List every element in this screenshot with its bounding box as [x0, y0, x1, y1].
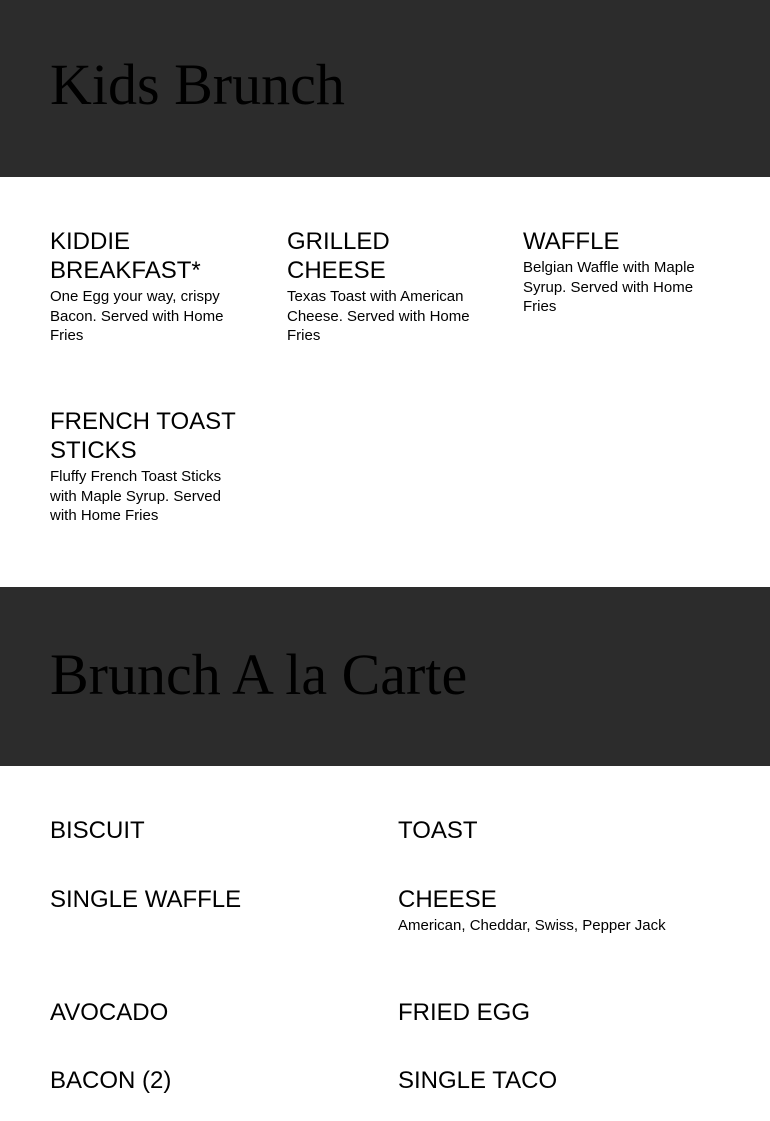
menu-item-description: Texas Toast with American Cheese. Served with Home Fries — [287, 288, 470, 344]
menu-item-avocado — [50, 998, 168, 1027]
kids-brunch-banner — [0, 0, 770, 177]
kids-brunch-menu — [0, 177, 770, 587]
menu-item-name: FRENCH TOAST STICKS — [50, 408, 236, 464]
menu-item-french-toast-sticks — [50, 407, 245, 526]
menu-item-cheese — [398, 885, 728, 936]
menu-item-fried-egg — [398, 998, 530, 1027]
menu-item-name: CHEESE — [398, 886, 497, 913]
menu-item-name: BISCUIT — [50, 817, 145, 844]
menu-item-biscuit — [50, 816, 145, 845]
menu-item-description: One Egg your way, crispy Bacon. Served with Home Fries — [50, 288, 224, 344]
menu-item-toast — [398, 816, 478, 845]
menu-item-name: SINGLE TACO — [398, 1067, 558, 1094]
menu-item-grilled-cheese — [287, 227, 487, 346]
menu-item-description: American, Cheddar, Swiss, Pepper Jack — [398, 917, 666, 934]
menu-item-name: WAFFLE — [523, 228, 620, 255]
menu-item-single-waffle — [50, 885, 241, 914]
menu-item-name: GRILLED CHEESE — [287, 228, 390, 284]
menu-item-bacon — [50, 1066, 171, 1095]
menu-item-description: Fluffy French Toast Sticks with Maple Syrup. Served with Home Fries — [50, 468, 222, 524]
menu-item-name: FRIED EGG — [398, 999, 531, 1026]
menu-item-description: Belgian Waffle with Maple Syrup. Served with Home Fries — [523, 259, 695, 315]
menu-item-name: BACON (2) — [50, 1067, 172, 1094]
menu-item-kiddie-breakfast — [50, 227, 250, 346]
menu-item-name: KIDDIE BREAKFAST* — [50, 228, 201, 284]
brunch-a-la-carte-banner — [0, 587, 770, 766]
menu-item-name: TOAST — [398, 817, 478, 844]
menu-item-single-taco — [398, 1066, 557, 1095]
menu-item-waffle — [523, 227, 723, 317]
menu-item-name: AVOCADO — [50, 999, 169, 1026]
menu-item-name: SINGLE WAFFLE — [50, 886, 242, 913]
brunch-a-la-carte-menu — [0, 766, 770, 1121]
section-title-brunch-a-la-carte: Brunch A la Carte — [50, 642, 468, 707]
section-title-kids-brunch: Kids Brunch — [50, 52, 345, 117]
